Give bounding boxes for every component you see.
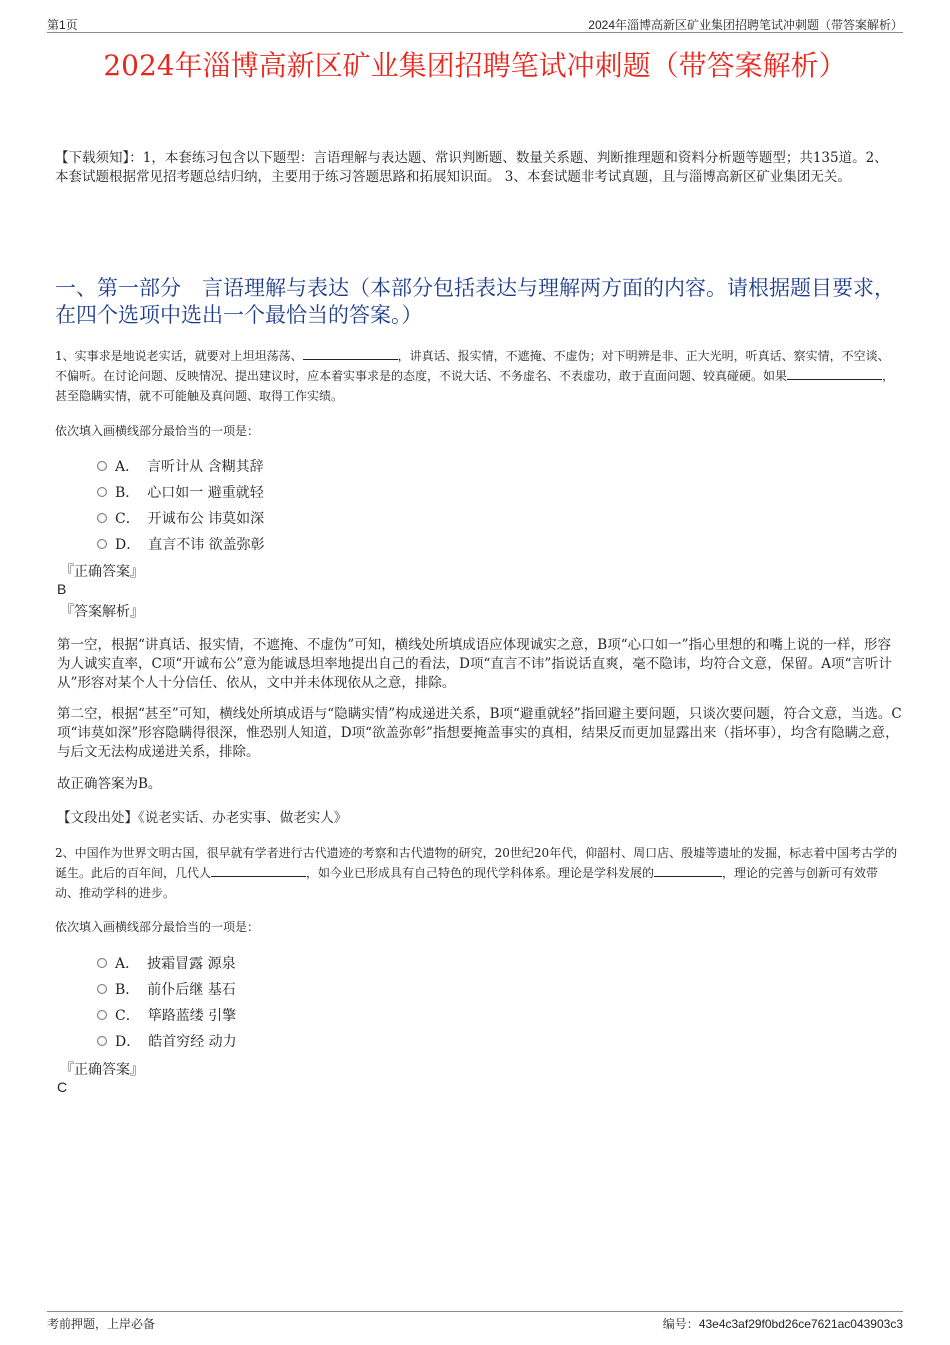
option-key: B． [115, 982, 140, 998]
option-a[interactable] [97, 953, 236, 973]
radio-icon[interactable] [97, 1010, 107, 1020]
option-key: A． [115, 459, 140, 475]
fill-blank [787, 368, 882, 380]
analysis-paragraph-1: 第一空，根据“讲真话、报实情，不遮掩、不虚伪”可知，横线处所填成语应体现诚实之意，B项“心口如一”指心里想的和嘴上说的一样，形容为人诚实直率，C项“开诚布公”意为能诚恳坦率地提出自己的看法，D项“直言不讳”指说话直爽，毫不隐讳，均符合文意，保留。A项“言听计从”形容对某个人十分信任、依从，文中并未体现依从之意，排除。 [57, 637, 892, 691]
option-d[interactable] [97, 534, 265, 554]
option-b[interactable] [97, 482, 264, 502]
page-header [47, 16, 903, 33]
question-2-stem [55, 843, 900, 903]
code-label: 编号： [662, 1317, 699, 1331]
answer-value: B [57, 581, 67, 597]
radio-icon[interactable] [97, 513, 107, 523]
question-1-stem [55, 346, 900, 406]
option-text: 前仆后继 基石 [147, 982, 236, 998]
stem-text: ，理论的完善与创新可有效带动、推动学科的进步。 [55, 866, 879, 900]
option-text: 心口如一 避重就轻 [147, 485, 264, 501]
document-code [663, 1315, 903, 1332]
radio-icon[interactable] [97, 958, 107, 968]
option-d[interactable] [97, 1031, 237, 1051]
stem-text: ，如今业已形成具有自己特色的现代学科体系。理论是学科发展的 [306, 866, 655, 880]
option-key: A． [115, 956, 140, 972]
question-1-prompt: 依次填入画横线部分最恰当的一项是： [55, 424, 260, 438]
option-key: C． [115, 1008, 140, 1024]
question-2-prompt: 依次填入画横线部分最恰当的一项是： [55, 920, 260, 934]
section-heading: 一、第一部分 言语理解与表达（本部分包括表达与理解两方面的内容。请根据题目要求，在四个选项中选出一个最恰当的答案。） [55, 276, 895, 327]
option-c[interactable] [97, 1005, 236, 1025]
radio-icon[interactable] [97, 1036, 107, 1046]
stem-text: ，甚至隐瞒实情，就不可能触及真问题、取得工作实绩。 [55, 369, 895, 403]
option-c[interactable] [97, 508, 264, 528]
analysis-paragraph-2: 第二空，根据“甚至”可知，横线处所填成语与“隐瞒实情”构成递进关系，B项“避重就轻”指回避主要问题，只谈次要问题，符合文意，当选。C项“讳莫如深”形容隐瞒得很深，惟恐别人知道，D项“欲盖弥彰”指想要掩盖事实的真相，结果反而更加显露出来（指坏事），均含有隐瞒之意，与后文无法构成递进关系，排除。 [57, 706, 902, 760]
radio-icon[interactable] [97, 539, 107, 549]
option-text: 直言不讳 欲盖弥彰 [148, 537, 265, 553]
code-value: 43e4c3af29f0bd26ce7621ac043903c3 [698, 1317, 903, 1331]
analysis-label: 『答案解析』 [60, 604, 144, 620]
conclusion: 故正确答案为B。 [57, 776, 162, 792]
option-b[interactable] [97, 979, 236, 999]
download-notice: 【下载须知】：1，本套练习包含以下题型：言语理解与表达题、常识判断题、数量关系题、判断推理题和资料分析题等题型；共135道。2、本套试题根据常见招考题总结归纳，主要用于练习答题思路和拓展知识面。 3、本套试题非考试真题，且与淄博高新区矿业集团无关。 [55, 150, 888, 185]
source-citation: 【文段出处】《说老实话、办老实事、做老实人》 [57, 810, 348, 826]
fill-blank [303, 348, 398, 360]
page-number: 第1页 [47, 18, 78, 32]
option-text: 言听计从 含糊其辞 [147, 459, 264, 475]
option-text: 开诚布公 讳莫如深 [147, 511, 265, 527]
option-text: 筚路蓝缕 引擎 [147, 1008, 237, 1024]
stem-text: 1、实事求是地说老实话，就要对上坦坦荡荡、 [55, 349, 303, 363]
radio-icon[interactable] [97, 461, 107, 471]
footer-slogan: 考前押题，上岸必备 [47, 1317, 156, 1331]
option-key: D． [115, 1034, 141, 1050]
radio-icon[interactable] [97, 984, 107, 994]
answer-label: 『正确答案』 [60, 564, 144, 580]
document-title: 2024年淄博高新区矿业集团招聘笔试冲刺题（带答案解析） [103, 49, 847, 82]
answer-value: C [57, 1079, 68, 1095]
answer-label: 『正确答案』 [60, 1062, 144, 1078]
stem-text: 2、中国作为世界文明古国，很早就有学者进行古代遗迹的考察和古代遗物的研究，20世纪20年代，仰韶村、周口店、殷墟等遗址的发掘，标志着中国考古学的诞生。此后的百年间，几代人 [55, 846, 898, 880]
fill-blank [654, 865, 722, 877]
page-footer [47, 1311, 903, 1332]
header-doc-title: 2024年淄博高新区矿业集团招聘笔试冲刺题（带答案解析） [588, 18, 903, 32]
option-text: 皓首穷经 动力 [148, 1034, 237, 1050]
fill-blank [211, 865, 306, 877]
option-text: 披霜冒露 源泉 [147, 956, 236, 972]
option-key: B． [115, 485, 140, 501]
radio-icon[interactable] [97, 487, 107, 497]
option-a[interactable] [97, 456, 264, 476]
option-key: D． [115, 537, 141, 553]
option-key: C． [115, 511, 140, 527]
stem-text: ，讲真话、报实情，不遮掩、不虚伪；对下明辨是非、正大光明，听真话、察实情，不空谈、不偏听。在讨论问题、反映情况、提出建议时，应本着实事求是的态度，不说大话、不务虚名、不表虚功，敢于直面问题、较真碰硬。如果 [55, 349, 890, 383]
